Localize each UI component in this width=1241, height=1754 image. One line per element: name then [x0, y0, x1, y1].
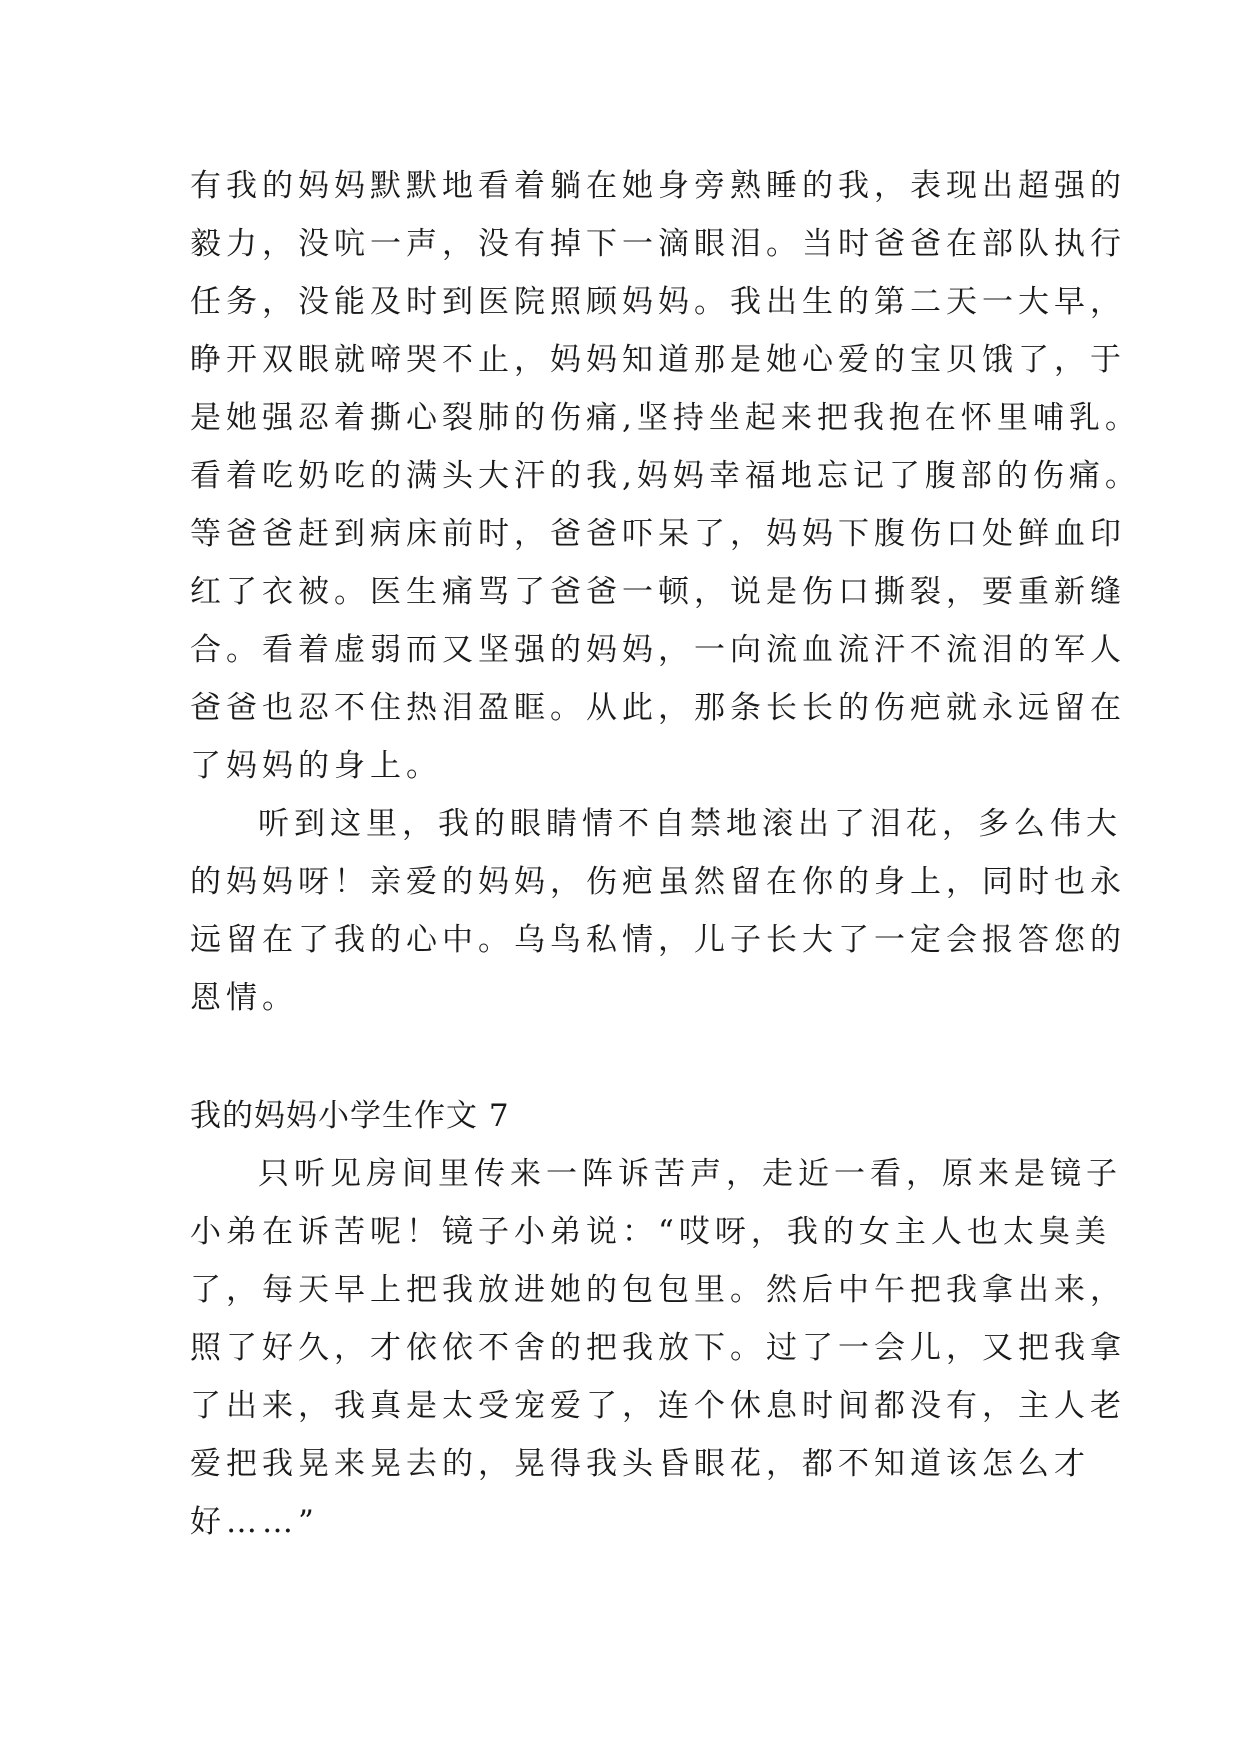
paragraph-line: 是她强忍着撕心裂肺的伤痛,坚持坐起来把我抱在怀里哺乳。 — [190, 400, 1141, 436]
paragraph-line: 红了衣被。医生痛骂了爸爸一顿，说是伤口撕裂，要重新缝 — [190, 574, 1126, 610]
paragraph-line: 的妈妈呀！亲爱的妈妈，伤疤虽然留在你的身上，同时也永 — [190, 864, 1126, 900]
paragraph-line: 爸爸也忍不住热泪盈眶。从此，那条长长的伤疤就永远留在 — [190, 690, 1126, 726]
paragraph-line: 照了好久，才依依不舍的把我放下。过了一会儿，又把我拿 — [190, 1330, 1126, 1366]
paragraph-line: 了妈妈的身上。 — [190, 748, 442, 784]
paragraph-line: 小弟在诉苦呢！镜子小弟说：“哎呀，我的女主人也太臭美 — [190, 1214, 1111, 1250]
paragraph-line: 了，每天早上把我放进她的包包里。然后中午把我拿出来， — [190, 1272, 1126, 1308]
paragraph-line: 好……” — [190, 1504, 319, 1540]
paragraph-line: 等爸爸赶到病床前时，爸爸吓呆了，妈妈下腹伤口处鲜血印 — [190, 516, 1126, 552]
paragraph-line: 看着吃奶吃的满头大汗的我,妈妈幸福地忘记了腹部的伤痛。 — [190, 458, 1141, 494]
paragraph-line: 合。看着虚弱而又坚强的妈妈，一向流血流汗不流泪的军人 — [190, 632, 1126, 668]
paragraph-line: 有我的妈妈默默地看着躺在她身旁熟睡的我，表现出超强的 — [190, 168, 1126, 204]
paragraph-line: 只听见房间里传来一阵诉苦声，走近一看，原来是镜子 — [258, 1156, 1122, 1192]
paragraph-line: 任务，没能及时到医院照顾妈妈。我出生的第二天一大早， — [190, 284, 1126, 320]
paragraph-line: 爱把我晃来晃去的，晃得我头昏眼花，都不知道该怎么才 — [190, 1446, 1090, 1482]
paragraph-line: 远留在了我的心中。乌鸟私情，儿子长大了一定会报答您的 — [190, 922, 1126, 958]
paragraph-line: 了出来，我真是太受宠爱了，连个休息时间都没有，主人老 — [190, 1388, 1126, 1424]
paragraph-line: 听到这里，我的眼睛情不自禁地滚出了泪花，多么伟大 — [258, 806, 1122, 842]
paragraph-line: 睁开双眼就啼哭不止，妈妈知道那是她心爱的宝贝饿了，于 — [190, 342, 1126, 378]
paragraph-line: 恩情。 — [190, 980, 298, 1016]
paragraph-line: 毅力，没吭一声，没有掉下一滴眼泪。当时爸爸在部队执行 — [190, 226, 1126, 262]
section-heading: 我的妈妈小学生作文 7 — [190, 1098, 510, 1134]
